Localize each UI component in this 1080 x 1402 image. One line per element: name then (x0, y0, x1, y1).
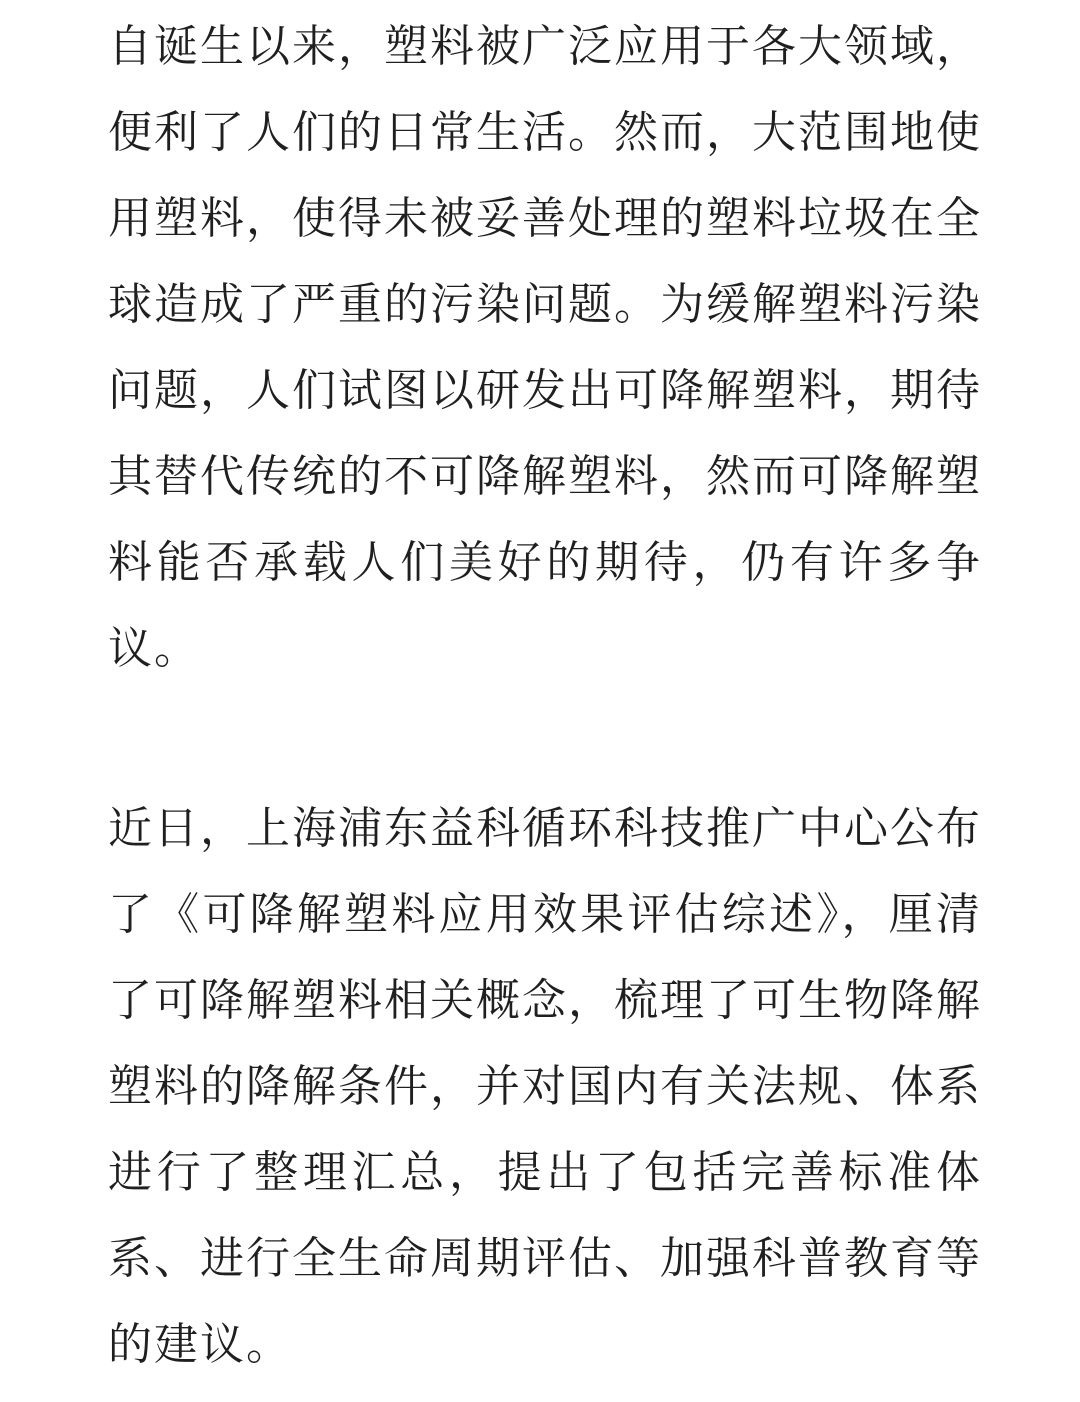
text-line: 球造成了严重的污染问题。为缓解塑料污染 (108, 279, 982, 330)
text-line: 用塑料，使得未被妥善处理的塑料垃圾在全 (108, 193, 982, 244)
text-line: 问题，人们试图以研发出可降解塑料，期待 (108, 365, 982, 416)
text-line: 进行了整理汇总，提出了包括完善标准体 (108, 1147, 982, 1198)
text-line: 便利了人们的日常生活。然而，大范围地使 (108, 107, 982, 158)
text-line: 自诞生以来，塑料被广泛应用于各大领域， (108, 21, 982, 72)
text-line: 了可降解塑料相关概念，梳理了可生物降解 (108, 975, 982, 1026)
text-line: 议。 (108, 623, 200, 674)
paragraph-announcement (108, 786, 982, 1388)
paragraph-intro (108, 4, 982, 692)
text-line: 了《可降解塑料应用效果评估综述》，厘清 (108, 889, 982, 940)
text-line: 其替代传统的不可降解塑料，然而可降解塑 (108, 451, 982, 502)
text-line: 料能否承载人们美好的期待，仍有许多争 (108, 537, 982, 588)
text-line: 近日，上海浦东益科循环科技推广中心公布 (108, 803, 982, 854)
text-line: 塑料的降解条件，并对国内有关法规、体系 (108, 1061, 982, 1112)
text-line: 的建议。 (108, 1319, 292, 1370)
text-line: 系、进行全生命周期评估、加强科普教育等 (108, 1233, 982, 1284)
